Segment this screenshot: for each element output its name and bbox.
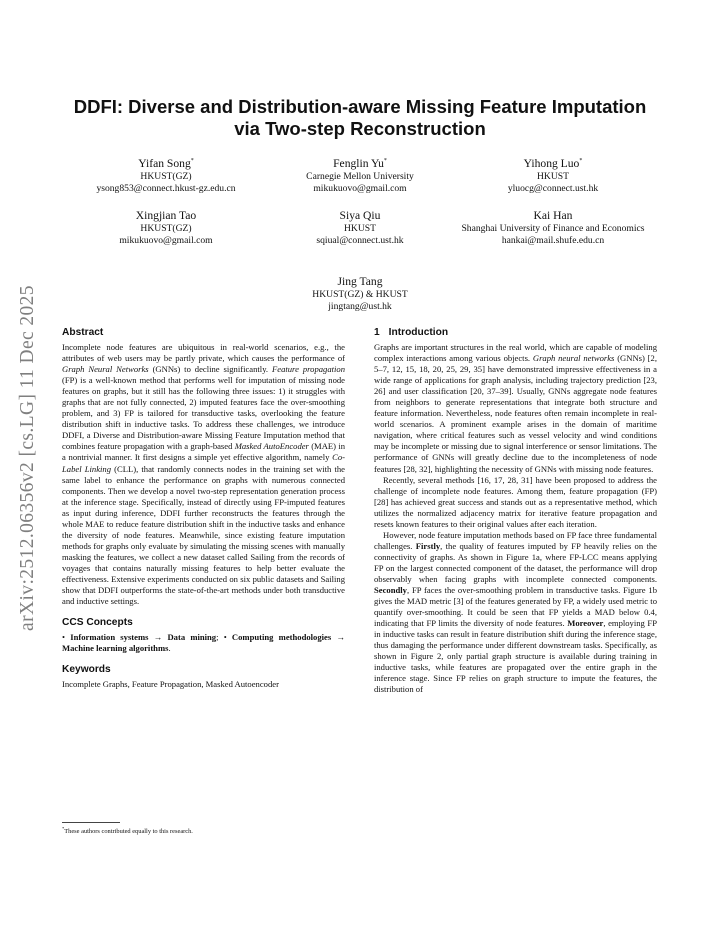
keywords-text: Incomplete Graphs, Feature Propagation, Masked Autoencoder: [62, 679, 279, 690]
author-block: Jing Tang HKUST(GZ) & HKUST jingtang@ust.hk: [312, 275, 408, 312]
keywords-section: [62, 663, 345, 690]
intro-paragraph-2: Recently, several methods [16, 17, 28, 31] have been proposed to address the challenge of incomplete node features. Among them, feature propagation (FP) [28] has achieved great success and stands out as a representative method, which utilizes the normalized adjacency matrix for iterative feature propagation and resets known features to their original values after each iteration.: [374, 474, 657, 529]
arxiv-identifier: arXiv:2512.06356v2 [cs.LG] 11 Dec 2025: [17, 285, 39, 631]
author-block: Xingjian Tao HKUST(GZ) mikukuovo@gmail.com: [119, 209, 213, 246]
paper-title: DDFI: Diverse and Distribution-aware Missing Feature Imputation via Two-step Reconstruction: [73, 96, 647, 139]
footnote-rule: [62, 822, 120, 823]
author-block: Kai Han Shanghai University of Finance and Economics hankai@mail.shufe.edu.cn: [461, 209, 645, 246]
author-block: Siya Qiu HKUST sqiual@connect.ust.hk: [316, 209, 404, 246]
footnote: *These authors contributed equally to this research.: [62, 826, 193, 836]
ccs-heading: CCS Concepts: [62, 617, 133, 629]
right-column: [374, 326, 657, 696]
keywords-heading: Keywords: [62, 664, 111, 676]
abstract-heading: Abstract: [62, 327, 104, 338]
intro-paragraph-1: Graphs are important structures in the real world, which are capable of modeling complex interactions among various objects. Graph neural networks (GNNs) [2, 5–7, 12, 15, 18, 20, 25, 29, 35] have demonstrated impressive effectiveness in a wide range of applications for graph analysis, including trajectory prediction [23, 26] and user classification [20, 37–39]. Usually, GNNs aggregate node features from neighbors to generate representations that integrate both structure and feature information. Nevertheless, node features often remain incomplete in real-world scenarios. A prominent example arises in the domain of maritime navigation, where critical features such as vessel velocity and wind conditions may be incomplete or missing due to signal interference or sensor limitations. The performance of GNNs will greatly decline due to the incompleteness of node features [28, 32], highlighting the necessity of GNNs with missing node features.: [374, 342, 657, 474]
intro-paragraph-3: However, node feature imputation methods based on FP face three fundamental challenges. Firstly, the quality of features imputed by FP heavily relies on the connectivity of graphs. As shown in Figure 1a, where FP-LCC means applying FP on the largest connected component of the dataset, the performance will drop observably when facing graphs with incomplete connected components. Secondly, FP faces the over-smoothing problem in transductive tasks. Figure 1b gives the MAD metric [3] of the features generated by FP, a widely used metric to quantify over-smoothing. It could be seen that FP yields a MAD below 0.4, indicating that FP limits the diversity of node features. Moreover, employing FP in inductive tasks can result in feature distribution shift during the inference stage, thus damaging the performance under different downstream tasks. Specifically, as shown in Figure 2, only partial graph structure is available during training in inductive tasks, while features are propagated over the entire graph in the inference stage. Since FP relies on graph structure to impute the features, the distribution of: [374, 529, 657, 695]
author-block: Fenglin Yu* Carnegie Mellon University mikukuovo@gmail.com: [306, 156, 414, 194]
abstract-text: Incomplete node features are ubiquitous in real-world scenarios, e.g., the attributes of web users may be partly private, which causes the performance of Graph Neural Networks (GNNs) to decline significantly. Feature propagation (FP) is a well-known method that performs well for imputation of missing node features on graphs, but it still has the following three issues: 1) it struggles with graphs that are not fully connected, 2) imputed features face the over-smoothing problem, and 3) FP is tailored for transductive tasks, overlooking the feature distribution shift in inductive tasks. To address these challenges, we introduce DDFI, a Diverse and Distribution-aware Missing Feature Imputation method that combines feature propagation with a graph-based Masked AutoEncoder (MAE) in a nontrivial manner. It first designs a simple yet effective algorithm, namely Co-Label Linking (CLL), that randomly connects nodes in the training set with the same label to enhance the performance on graphs with numerous connected components. Then we develop a novel two-step representation generation process at the inference stage. Specifically, instead of directly using FP-imputed features as input during inference, DDFI further reconstructs the features through the whole MAE to reduce feature distribution shift in the inductive tasks and enhance the diversity of node features. Meanwhile, since existing feature imputation methods for graphs only evaluate by simulating the missing scenes with manually masking the features, we collect a new dataset called Sailing from the records of voyages that contains naturally missing features to help better evaluate the effectiveness. Extensive experiments conducted on six public datasets and Sailing show that DDFI outperforms the state-of-the-art methods under both transductive and inductive settings.: [62, 342, 346, 607]
ccs-section: [62, 616, 345, 654]
author-block: Yihong Luo* HKUST yluocg@connect.ust.hk: [507, 156, 599, 194]
author-block: Yifan Song* HKUST(GZ) ysong853@connect.hkust-gz.edu.cn: [96, 156, 236, 194]
introduction-heading: 1 Introduction: [374, 327, 449, 338]
ccs-text: • Information systems → Data mining; • Computing methodologies → Machine learning algorithms.: [62, 632, 345, 654]
left-column: [62, 326, 345, 690]
